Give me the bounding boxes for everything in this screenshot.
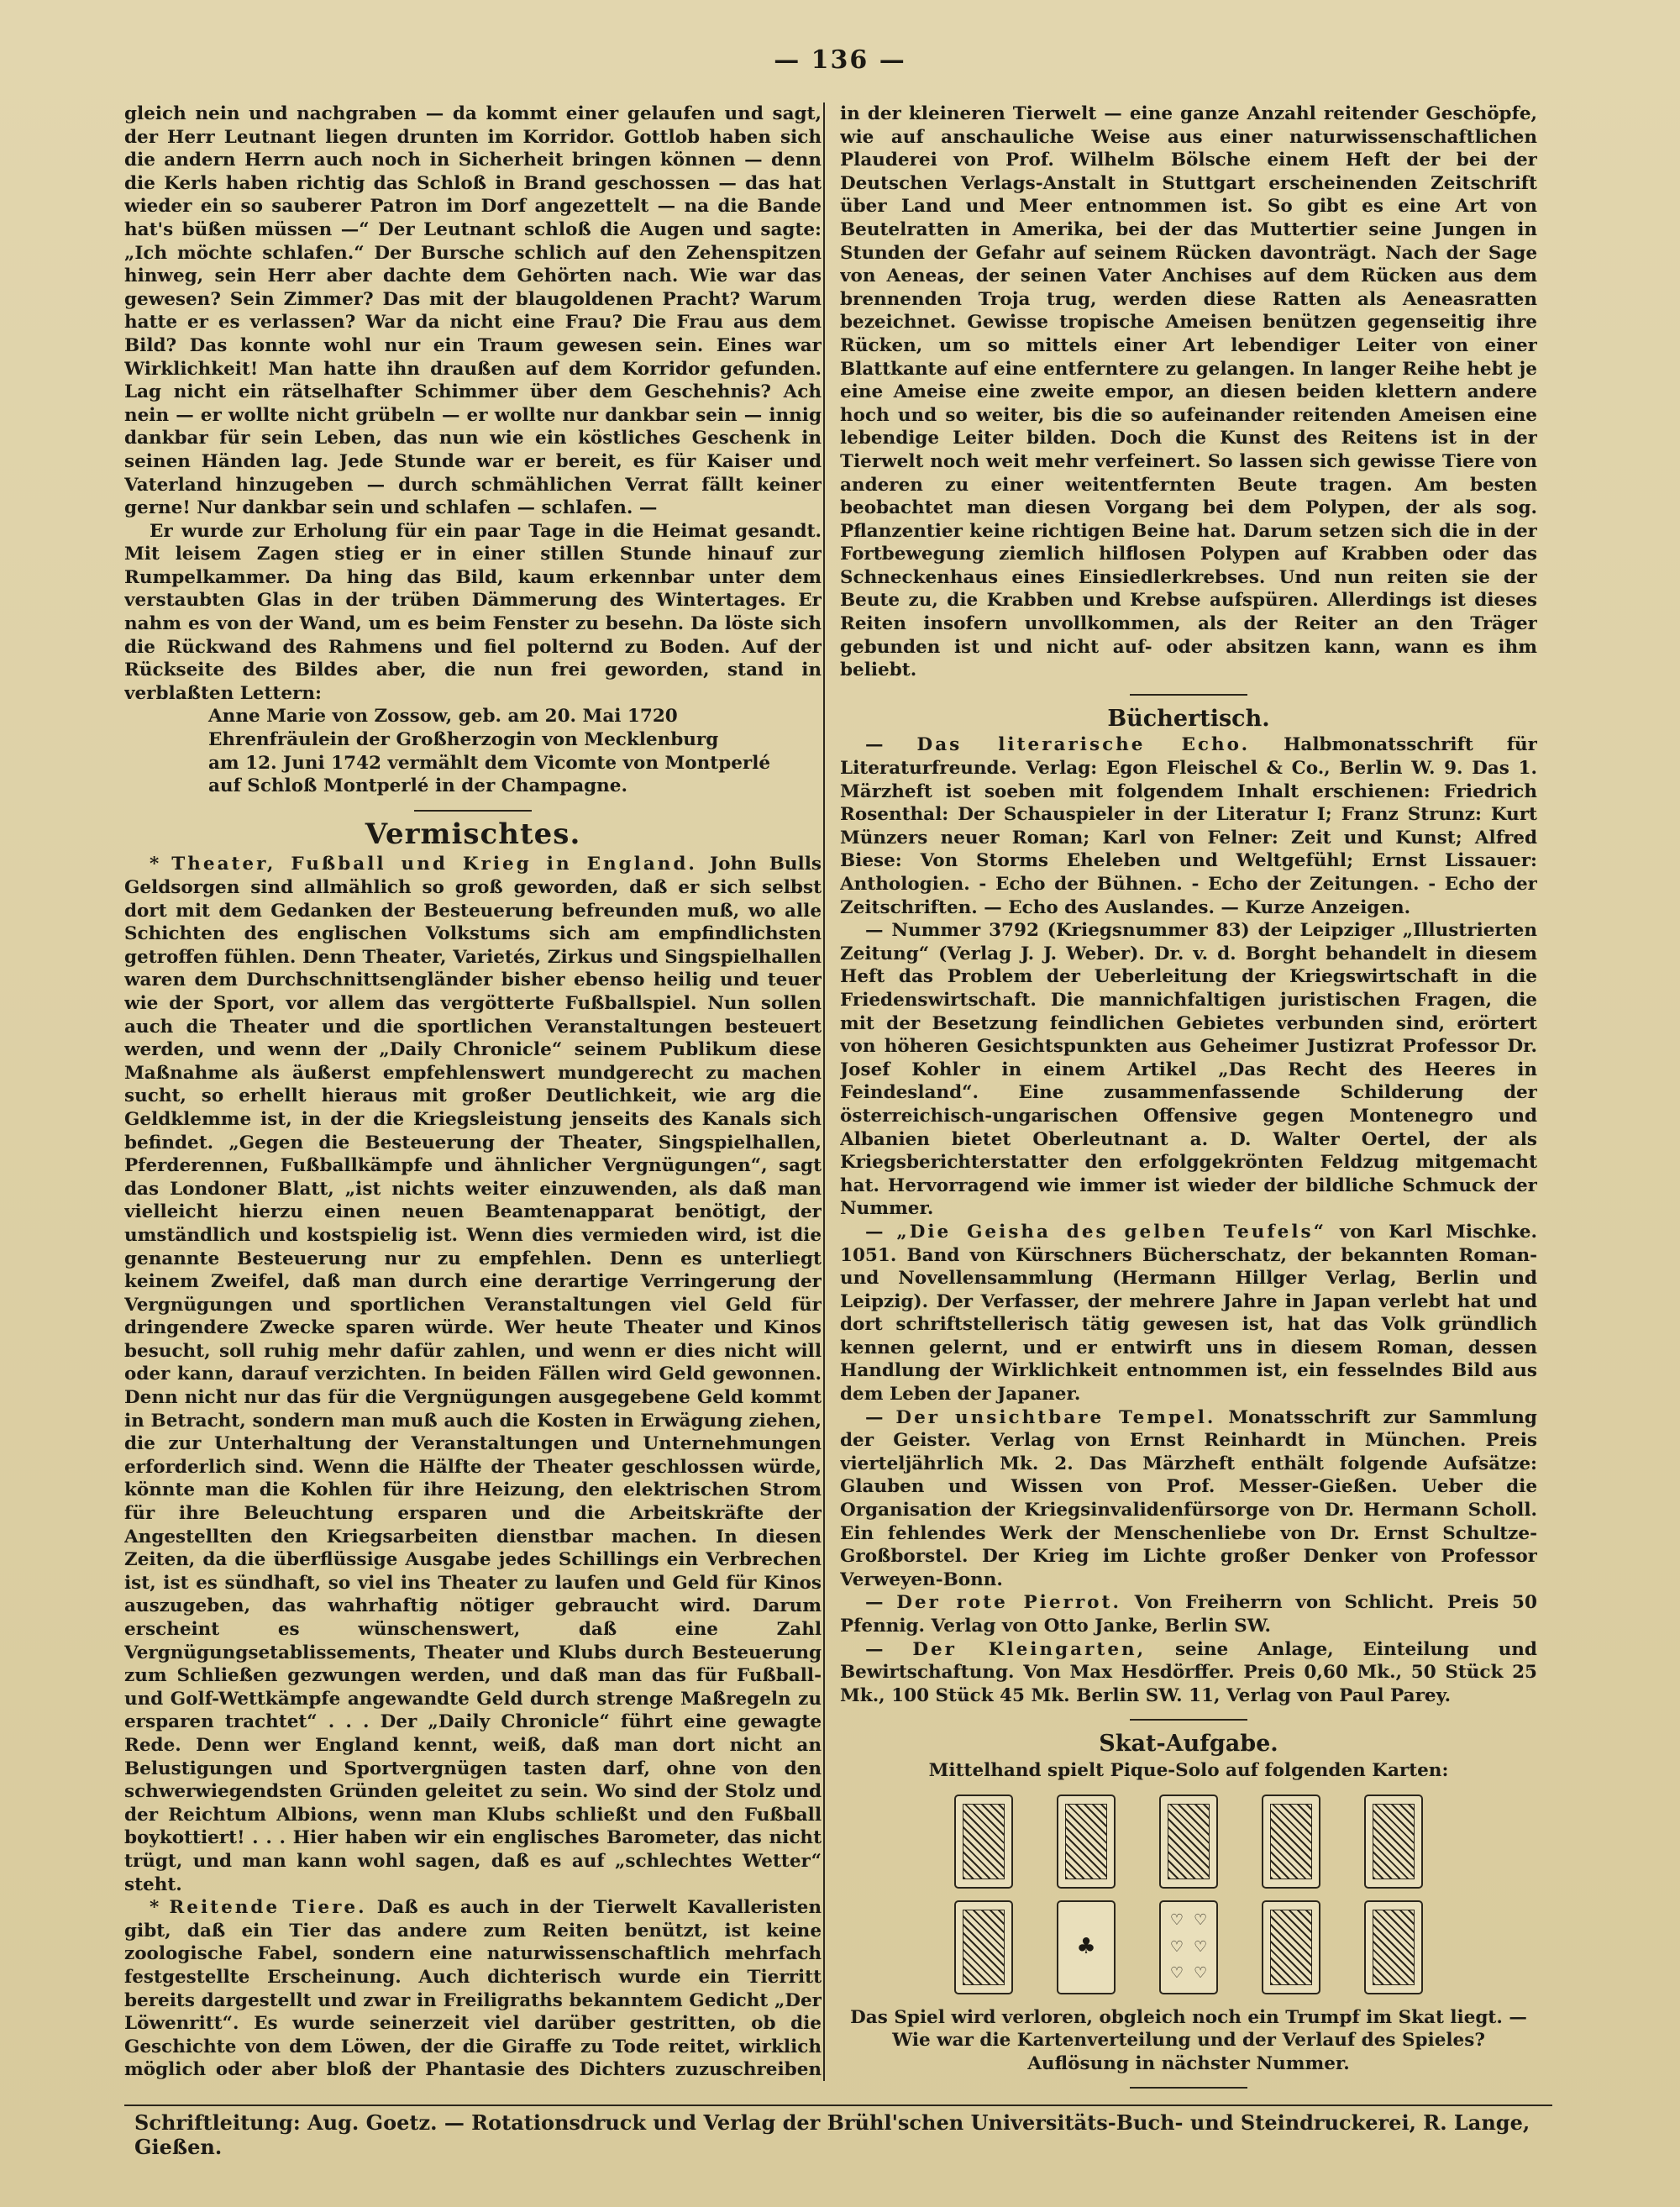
book-text: Halbmonatsschrift für Literaturfreunde. Verlag: Egon Fleischel & Co., Berlin W. 9. Das 1. Märzheft ist soeben mit folgendem Inhalt erschienen: Friedrich Rosenthal: Der Schauspieler in der Literatur I; Franz Strunz: Kurt Münzers neuer Roman; Karl von Felner: Zeit und Kunst; Alfred Biese: Von Storms Eheleben und Weltgefühl; Ernst Lissauer: Anthologien. - Echo der Bühnen. - Echo der Zeitungen. - Echo der Zeitschriften. — Echo des Auslandes. — Kurze Anzeigen. bbox=[840, 734, 1537, 918]
article-tiere: * Reitende Tiere. Daß es auch in der Tierwelt Kavalleristen gibt, daß ein Tier das andere zum Reiten benützt, ist keine zoologische Fabel, sondern eine naturwissenschaftlich mehrfach festgestellte Erscheinung. Auch dichterisch wurde ein Tierritt bereits dargestellt und zwar in Freiligraths bekanntem Gedicht „Der Löwenritt“. Es wurde seinerzeit viel darüber gestritten, ob die Geschichte von dem Löwen, der die Giraffe zu Tode reitet, wirklich möglich oder aber bloß der Phantasie des Dichters zuzuschreiben bbox=[124, 1896, 822, 2081]
book-review: — Der unsichtbare Tempel. Monatsschrift zur Sammlung der Geister. Verlag von Ernst Reinhardt in München. Preis vierteljährlich Mk. 2. Das Märzheft enthält folgende Aufsätze: Glauben und Wissen von Prof. Messer-Gießen. Ueber die Organisation der Kriegsinvalidenfürsorge von Dr. Hermann Scholl. Ein fehlendes Werk der Menschenliebe von Dr. Ernst Schultze-Großborstel. Der Krieg im Lichte großer Denker von Professor Verweyen-Bonn. bbox=[840, 1406, 1537, 1590]
card-face-picture bbox=[1373, 1804, 1415, 1879]
playing-card bbox=[1364, 1795, 1423, 1889]
book-title: Das literarische Echo. bbox=[916, 734, 1251, 756]
right-column bbox=[840, 102, 1537, 2102]
column-rule bbox=[823, 102, 825, 2081]
story-ending-2: Er wurde zur Erholung für ein paar Tage in die Heimat gesandt. Mit leisem Zagen stieg er in einer stillen Stunde hinauf zur Rumpelkammer. Da hing das Bild, kaum erkennbar unter dem verstaubten Glas in der trüben Dämmerung des Wintertages. Er nahm es von der Wand, um es beim Fenster zu besehn. Da löste sich die Rückwand des Rahmens und fiel polternd zu Boden. Auf der Rückseite des Bildes aber, die nun frei geworden, stand in verblaßten Lettern: bbox=[124, 520, 822, 704]
section-heading-buechertisch: Büchertisch. bbox=[1107, 705, 1270, 732]
inscription-line: am 12. Juni 1742 vermählt dem Vicomte von Montperlé bbox=[208, 752, 771, 774]
section-heading-skat: Skat-Aufgabe. bbox=[1099, 1731, 1278, 1758]
skat-intro: Mittelhand spielt Pique-Solo auf folgenden Karten: bbox=[928, 1759, 1449, 1781]
playing-card bbox=[1159, 1900, 1218, 1994]
book-title: „Die Geisha des gelben Teufels“ bbox=[896, 1221, 1326, 1243]
playing-card bbox=[1057, 1795, 1116, 1889]
playing-card bbox=[1262, 1795, 1320, 1889]
article-theater: * Theater, Fußball und Krieg in England. John Bulls Geldsorgen sind allmählich so groß geworden, daß er sich selbst dort mit dem Gedanken der Besteuerung befreunden muß, wo alle Schichten des englischen Volkstums sich am empfindlichsten getroffen fühlen. Denn Theater, Varietés, Zirkus und Singspielhallen waren dem Durchschnittsengländer bisher ebenso heilig und teuer wie der Sport, vor allem das vergötterte Fußballspiel. Nun sollen auch die Theater und die sportlichen Veranstaltungen besteuert werden, und wenn der „Daily Chronicle“ seinem Publikum diese Maßnahme als äußerst empfehlenswert mundgerecht zu machen sucht, so erhellt hieraus mit großer Deutlichkeit, wie arg die Geldklemme ist, in der die Kriegsleistung jenseits des Kanals sich befindet. „Gegen die Besteuerung der Theater, Singspielhallen, Pferderennen, Fußballkämpfe und ähnlicher Vergnügungen“, sagt das Londoner Blatt, „ist nichts weiter einzuwenden, als daß man vielleicht hierzu einen neuen Beamtenapparat benötigt, der umständlich und kostspielig ist. Wenn dies vermieden wird, ist die genannte Besteuerung nur zu empfehlen. Denn es unterliegt keinem Zweifel, daß man durch eine derartige Verringerung der Vergnügungen und sportlichen Veranstaltungen viel Geld für dringendere Zwecke sparen würde. Wer heute Theater und Kinos besucht, soll ruhig mehr dafür zahlen, und wenn er dies nicht will oder kann, darauf verzichten. In beiden Fällen wird Geld gewonnen. Denn nicht nur das für die Vergnügungen ausgegebene Geld kommt in Betracht, sondern man muß auch die Kosten in Erwägung ziehen, die zur Unterhaltung der Veranstaltungen und Unternehmungen erforderlich sind. Wenn die Hälfte der Theater geschlossen würde, könnte man die Kohlen für ihre Heizung, den elektrischen Strom für ihre Beleuchtung ersparen und die Arbeitskräfte der Angestellten den Kriegsarbeiten dienstbar machen. In diesen Zeiten, da die überflüssige Ausgabe jedes Schillings ein Verbrechen ist, ist es sündhaft, so viel ins Theater zu laufen und Geld für Kinos auszugeben, das wahrhaftig nötiger gebraucht wird. Darum erscheint es wünschenswert, daß eine Zahl Vergnügungsetablissements, Theater und Klubs durch Besteuerung zum Schließen gezwungen werden, und daß man das für Fußball- und Golf-Wettkämpfe angewandte Geld durch strenge Maßregeln zu ersparen trachtet“ . . . Der „Daily Chronicle“ führt eine gewagte Rede. Denn wer England kennt, weiß, daß man dort nicht an Belustigungen und Sportvergnügen tasten darf, ohne von den schwerwiegendsten Gründen geleitet zu sein. Wo sind der Stolz und der Reichtum Albions, wenn man Klubs schließt und den Fußball boykottiert! . . . Hier haben wir ein englisches Barometer, das nicht trügt, und man kann wohl sagen, daß es auf „schlechtes Wetter“ steht. bbox=[124, 854, 822, 1895]
skat-question: Das Spiel wird verloren, obgleich noch ein Trumpf im Skat liegt. — Wie war die Kartenverteilung und der Verlauf des Spieles? Auflösung in nächster Nummer. bbox=[850, 2006, 1527, 2074]
book-title: Der rote Pierrot. bbox=[896, 1592, 1121, 1614]
divider bbox=[1130, 694, 1247, 696]
section-heading-vermischtes: Vermischtes. bbox=[365, 817, 581, 851]
playing-card bbox=[1159, 1795, 1218, 1889]
playing-card bbox=[1057, 1900, 1116, 1994]
playing-card bbox=[954, 1795, 1013, 1889]
page-number: — 136 — bbox=[774, 45, 906, 75]
book-review: — Nummer 3792 (Kriegsnummer 83) der Leipziger „Illustrierten Zeitung“ (Verlag J. J. Weber). Dr. v. d. Borght behandelt in diesem Heft das Problem der Ueberleitung der Kriegswirtschaft in die Friedenswirtschaft. Die mannichfaltigen juristischen Fragen, die mit der Besetzung feindlichen Gebietes verbunden sind, erörtert von höheren Gesichtspunkten aus Geheimer Justizrat Professor Dr. Josef Kohler in einem Artikel „Das Recht des Heeres in Feindesland“. Eine zusammenfassende Schilderung der österreichisch-ungarischen Offensive gegen Montenegro und Albanien bietet Oberleutnant a. D. Walter Oertel, der als Kriegsberichterstatter den erfolggekrönten Feldzug mitgemacht hat. Hervorragend wie immer ist wieder der bildliche Schmuck der Nummer. bbox=[840, 920, 1537, 1220]
imprint: Schriftleitung: Aug. Goetz. — Rotationsdruck und Verlag der Brühl'schen Universitäts-Buch- und Steindruckerei, R. Lange, Gießen. bbox=[134, 2110, 1530, 2159]
card-face-picture bbox=[1168, 1804, 1210, 1879]
book-text: von Karl Mischke. 1051. Band von Kürschners Bücherschatz, der bekannten Roman- und Novellensammlung (Hermann Hillger Verlag, Berlin und Leipzig). Der Verfasser, der mehrere Jahre in Japan verlebt hat und dort schriftstellerisch tätig gewesen ist, hat das Volk gründlich kennen gelernt, und er entwirft uns in diesem Roman, dessen Handlung der Wirklichkeit entnommen ist, ein fesselndes Bild aus dem Leben der Japaner. bbox=[840, 1221, 1537, 1406]
card-face-picture bbox=[1270, 1804, 1312, 1879]
divider bbox=[1130, 1719, 1247, 1721]
card-face-picture bbox=[963, 1804, 1005, 1879]
story-ending: gleich nein und nachgraben — da kommt einer gelaufen und sagt, der Herr Leutnant liegen drunten im Korridor. Gottlob haben sich die andern Herrn auch noch in Sicherheit bringen können — denn die Kerls haben richtig das Schloß in Brand geschossen — das hat wieder ein so sauberer Patron im Dorf angezettelt — na die Bande hat's büßen müssen —“ Der Leutnant schloß die Augen und sagte: „Ich möchte schlafen.“ Der Bursche schlich auf den Zehenspitzen hinweg, sein Herr aber dachte dem Gehörten nach. Wie war das gewesen? Sein Zimmer? Das mit der blaugoldenen Pracht? Warum hatte er es verlassen? War da nicht eine Frau? Die Frau aus dem Bild? Das konnte wohl nur ein Traum gewesen sein. Eines war Wirklichkeit! Man hatte ihn draußen auf dem Korridor gefunden. Lag nicht ein rätselhafter Schimmer über dem Geschehnis? Ach nein — er wollte nicht grübeln — er wollte nur dankbar sein — innig dankbar für sein Leben, das nun wie ein köstliches Geschenk in seinen Händen lag. Jede Stunde war er bereit, es für Kaiser und Vaterland hinzugeben — durch schmählichen Verrat fällt keiner gerne! Nur dankbar sein und schlafen — schlafen. — bbox=[124, 103, 822, 519]
card-face-picture bbox=[1065, 1804, 1107, 1879]
club-pip-icon: ♣ bbox=[1076, 1933, 1096, 1959]
solution-line bbox=[840, 2100, 1537, 2102]
inscription-line: auf Schloß Montperlé in der Champagne. bbox=[208, 775, 627, 797]
footer-rule bbox=[124, 2105, 1552, 2106]
playing-card bbox=[1364, 1900, 1423, 1994]
playing-card bbox=[1262, 1900, 1320, 1994]
inscription-line: Anne Marie von Zossow, geb. am 20. Mai 1720 bbox=[208, 706, 678, 728]
heart-pips-icon: ♡ ♡ ♡ ♡ ♡ ♡ bbox=[1169, 1911, 1208, 1983]
book-review: — Das literarische Echo. Halbmonatsschrift für Literaturfreunde. Verlag: Egon Fleischel & Co., Berlin W. 9. Das 1. Märzheft ist soeben mit folgendem Inhalt erschienen: Friedrich Rosenthal: Der Schauspieler in der Literatur I; Franz Strunz: Kurt Münzers neuer Roman; Karl von Felner: Zeit und Kunst; Alfred Biese: Von Storms Eheleben und Weltgefühl; Ernst Lissauer: Anthologien. - Echo der Bühnen. - Echo der Zeitungen. - Echo der Zeitschriften. — Echo des Auslandes. — Kurze Anzeigen. bbox=[840, 734, 1537, 918]
card-row-2 bbox=[840, 1900, 1537, 1994]
article-title: Reitende Tiere. bbox=[169, 1897, 367, 1919]
card-face-picture bbox=[1270, 1910, 1312, 1985]
book-text: seine Anlage, Einteilung und Bewirtschaftung. Von Max Hesdörffer. Preis 0,60 Mk., 50 Stück 25 Mk., 100 Stück 45 Mk. Berlin SW. 11, Verlag von Paul Parey. bbox=[840, 1638, 1537, 1706]
book-review: — Der Kleingarten, seine Anlage, Einteilung und Bewirtschaftung. Von Max Hesdörffer. Preis 0,60 Mk., 50 Stück 25 Mk., 100 Stück 45 Mk. Berlin SW. 11, Verlag von Paul Parey. bbox=[840, 1638, 1537, 1706]
book-text: Nummer 3792 (Kriegsnummer 83) der Leipziger „Illustrierten Zeitung“ (Verlag J. J. Weber). Dr. v. d. Borght behandelt in diesem Heft das Problem der Ueberleitung der Kriegswirtschaft in die Friedenswirtschaft. Die mannichfaltigen juristischen Fragen, die mit der Besetzung feindlichen Gebietes verbunden sind, erörtert von höheren Gesichtspunkten aus Geheimer Justizrat Professor Dr. Josef Kohler in einem Artikel „Das Recht des Heeres in Feindesland“. Eine zusammenfassende Schilderung der österreichisch-ungarischen Offensive gegen Montenegro und Albanien bietet Oberleutnant a. D. Walter Oertel, der als Kriegsberichterstatter den erfolggekrönten Feldzug mitgemacht hat. Hervorragend wie immer ist wieder der bildliche Schmuck der Nummer. bbox=[840, 920, 1537, 1220]
book-review: — Der rote Pierrot. Von Freiherrn von Schlicht. Preis 50 Pfennig. Verlag von Otto Janke, Berlin SW. bbox=[840, 1592, 1537, 1637]
left-column bbox=[124, 102, 822, 2081]
book-review: — „Die Geisha des gelben Teufels“ von Karl Mischke. 1051. Band von Kürschners Bücherschatz, der bekannten Roman- und Novellensammlung (Hermann Hillger Verlag, Berlin und Leipzig). Der Verfasser, der mehrere Jahre in Japan verlebt hat und dort schriftstellerisch tätig gewesen ist, hat das Volk gründlich kennen gelernt, und er entwirft uns in diesem Roman, dessen Handlung der Wirklichkeit entnommen ist, ein fesselndes Bild aus dem Leben der Japaner. bbox=[840, 1221, 1537, 1406]
article-tiere-continued: in der kleineren Tierwelt — eine ganze Anzahl reitender Geschöpfe, wie auf anschauliche Weise aus einer naturwissenschaftlichen Plauderei von Prof. Wilhelm Bölsche einem Heft der bei der Deutschen Verlags-Anstalt in Stuttgart erscheinenden Zeitschrift über Land und Meer entnommen ist. So gibt es eine Art von Beutelratten in Amerika, bei der das Muttertier seine Jungen in Stunden der Gefahr auf seinem Rücken davonträgt. Nach der Sage von Aeneas, der seinen Vater Anchises auf dem Rücken aus dem brennenden Troja trug, werden diese Ratten als Aeneasratten bezeichnet. Gewisse tropische Ameisen benützen gegenseitig ihre Rücken, um so mittels einer Art lebendiger Leiter von einer Blattkante auf eine entferntere zu gelangen. In langer Reihe hebt je eine Ameise eine zweite empor, an diesen beiden klettern andere hoch und so weiter, bis die so aufeinander reitenden Ameisen eine lebendige Leiter bilden. Doch die Kunst des Reitens ist in der Tierwelt noch weit mehr verfeinert. So lassen sich gewisse Tiere von anderen zu einer weitentfernten Beute tragen. Am besten beobachtet man diesen Vorgang bei dem Polypen, der als sog. Pflanzentier keine richtigen Beine hat. Darum setzen sich die in der Fortbewegung ziemlich hilflosen Polypen auf Krabben oder das Schneckenhaus eines Einsiedlerkrebses. Und nun reiten sie der Beute zu, die Krabben und Krebse aufspüren. Allerdings ist dieses Reiten insofern unvollkommen, als der Reiter an den Träger gebunden ist und nicht auf- oder absitzen kann, wann es ihm beliebt. bbox=[840, 103, 1537, 681]
card-face-picture bbox=[963, 1910, 1005, 1985]
card-face-picture bbox=[1373, 1910, 1415, 1985]
book-title: Der Kleingarten, bbox=[912, 1638, 1147, 1660]
article-body: Daß es auch in der Tierwelt Kavalleristen gibt, daß ein Tier das andere zum Reiten benützt, ist keine zoologische Fabel, sondern eine naturwissenschaftlich mehrfach festgestellte Erscheinung. Auch dichterisch wurde ein Tierritt bereits dargestellt und zwar in Freiligraths bekanntem Gedicht „Der Löwenritt“. Es wurde seinerzeit viel darüber gestritten, ob die Geschichte von dem Löwen, der die Giraffe zu Tode reitet, wirklich möglich oder aber bloß der Phantasie des Dichters zuzuschreiben bbox=[124, 1897, 822, 2081]
article-title: Theater, Fußball und Krieg in England. bbox=[171, 854, 697, 875]
book-text: Von Freiherrn von Schlicht. Preis 50 Pfennig. Verlag von Otto Janke, Berlin SW. bbox=[840, 1592, 1537, 1637]
card-row-1 bbox=[840, 1795, 1537, 1889]
playing-card bbox=[954, 1900, 1013, 1994]
book-text: Monatsschrift zur Sammlung der Geister. Verlag von Ernst Reinhardt in München. Preis vierteljährlich Mk. 2. Das Märzheft enthält folgende Aufsätze: Glauben und Wissen von Prof. Messer-Gießen. Ueber die Organisation der Kriegsinvalidenfürsorge von Dr. Hermann Scholl. Ein fehlendes Werk der Menschenliebe von Dr. Ernst Schultze-Großborstel. Der Krieg im Lichte großer Denker von Professor Verweyen-Bonn. bbox=[840, 1406, 1537, 1590]
divider bbox=[1130, 2087, 1247, 2089]
divider bbox=[414, 810, 532, 812]
inscription-line: Ehrenfräulein der Großherzogin von Mecklenburg bbox=[208, 729, 719, 751]
article-body: John Bulls Geldsorgen sind allmählich so groß geworden, daß er sich selbst dort mit dem Gedanken der Besteuerung befreunden muß, wo alle Schichten des englischen Volkstums sich am empfindlichsten getroffen fühlen. Denn Theater, Varietés, Zirkus und Singspielhallen waren dem Durchschnittsengländer bisher ebenso heilig und teuer wie der Sport, vor allem das vergötterte Fußballspiel. Nun sollen auch die Theater und die sportlichen Veranstaltungen besteuert werden, und wenn der „Daily Chronicle“ seinem Publikum diese Maßnahme als äußerst empfehlenswert mundgerecht zu machen sucht, so erhellt hieraus mit großer Deutlichkeit, wie arg die Geldklemme ist, in der die Kriegsleistung jenseits des Kanals sich befindet. „Gegen die Besteuerung der Theater, Singspielhallen, Pferderennen, Fußballkämpfe und ähnlicher Vergnügungen“, sagt das Londoner Blatt, „ist nichts weiter einzuwenden, als daß man vielleicht hierzu einen neuen Beamtenapparat benötigt, der umständlich und kostspielig ist. Wenn dies vermieden wird, ist die genannte Besteuerung nur zu empfehlen. Denn es unterliegt keinem Zweifel, daß man durch eine derartige Verringerung der Vergnügungen und sportlichen Veranstaltungen viel Geld für dringendere Zwecke sparen würde. Wer heute Theater und Kinos besucht, soll ruhig mehr dafür zahlen, und wenn er dies nicht will oder kann, darauf verzichten. In beiden Fällen wird Geld gewonnen. Denn nicht nur das für die Vergnügungen ausgegebene Geld kommt in Betracht, sondern man muß auch die Kosten in Erwägung ziehen, die zur Unterhaltung der Veranstaltungen und Unternehmungen erforderlich sind. Wenn die Hälfte der Theater geschlossen würde, könnte man die Kohlen für ihre Heizung, den elektrischen Strom für ihre Beleuchtung ersparen und die Arbeitskräfte der Angestellten den Kriegsarbeiten dienstbar machen. In diesen Zeiten, da die überflüssige Ausgabe jedes Schillings ein Verbrechen ist, ist es sündhaft, so viel ins Theater zu laufen und Geld für Kinos auszugeben, das wahrhaftig nötiger gebraucht wird. Darum erscheint es wünschenswert, daß eine Zahl Vergnügungsetablissements, Theater und Klubs durch Besteuerung zum Schließen gezwungen werden, und daß man das für Fußball- und Golf-Wettkämpfe angewandte Geld durch strenge Maßregeln zu ersparen trachtet“ . . . Der „Daily Chronicle“ führt eine gewagte Rede. Denn wer England kennt, weiß, daß man dort nicht an Belustigungen und Sportvergnügen tasten darf, ohne von den schwerwiegendsten Gründen geleitet zu sein. Wo sind der Stolz und der Reichtum Albions, wenn man Klubs schließt und den Fußball boykottiert! . . . Hier haben wir ein englisches Barometer, das nicht trügt, und man kann wohl sagen, daß es auf „schlechtes Wetter“ steht. bbox=[124, 854, 822, 1895]
inscription bbox=[124, 705, 822, 797]
book-title: Der unsichtbare Tempel. bbox=[895, 1406, 1216, 1428]
